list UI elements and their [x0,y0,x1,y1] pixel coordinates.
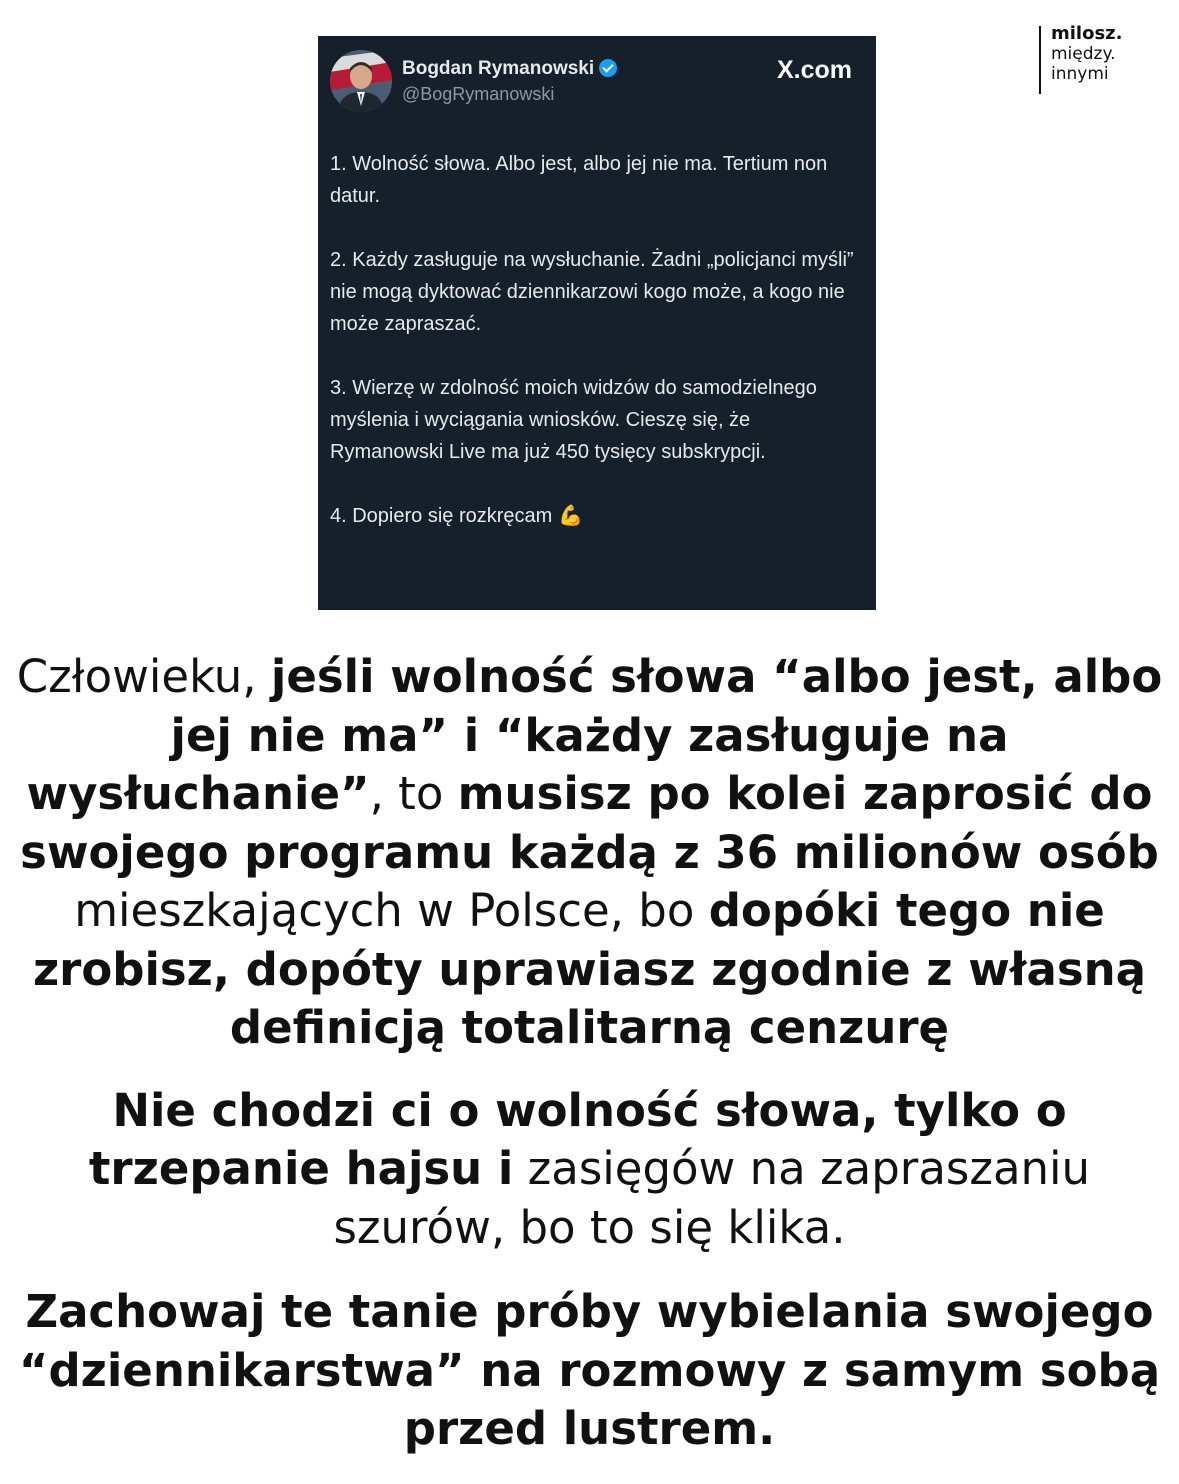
commentary-1-part-2: jeśli wolność słowa “albo jest, albo jej nie ma” i “każdy zasługuje na wysłuchanie” [26,650,1163,820]
tweet-screenshot [318,36,876,610]
flexed-biceps-icon: 💪 [558,505,584,527]
tweet-paragraph-1: 1. Wolność słowa. Albo jest, albo jej nie ma. Tertium non datur. [330,153,828,207]
avatar [330,50,392,112]
commentary-paragraph-2 [30,1082,1150,1258]
brand-line-1: milosz. [1051,23,1123,44]
brand-logo [1051,24,1123,84]
author-name-text[interactable]: Bogdan Rymanowski [402,58,595,79]
commentary-2-part-1: Nie chodzi ci o wolność słowa, tylko o trzepanie hajsu i [88,1083,1067,1195]
commentary-1-part-1: Człowieku, [16,650,271,703]
tweet-text [330,148,860,532]
commentary-paragraph-3 [5,1283,1175,1459]
author-handle[interactable]: @BogRymanowski [402,84,555,104]
site-label: X.com [776,56,852,84]
brand-divider [1039,26,1041,94]
commentary-3-part-1: Zachowaj te tanie próby wybielania swojego “dziennikarstwa” na rozmowy z samym sobą przed lustrem. [18,1285,1161,1455]
tweet-paragraph-3: 3. Wierzę w zdolność moich widzów do samodzielnego myślenia i wyciągania wniosków. Cieszę się, że Rymanowski Live ma już 450 tysięcy subskrypcji. [330,377,817,463]
commentary-2-part-2: zasięgów na zapraszaniu szurów, bo to się klika. [333,1142,1091,1254]
profile-photo-icon [330,50,392,112]
verified-badge-icon [599,59,617,77]
author-name[interactable] [402,58,617,80]
brand-line-2: między. [1051,44,1116,64]
commentary-1-part-4: musisz po kolei zaprosić do swojego programu każdą z 36 milionów osób [20,767,1159,879]
tweet-paragraph-4-text: 4. Dopiero się rozkręcam [330,505,553,527]
tweet-paragraph-2: 2. Każdy zasługuje na wysłuchanie. Żadni „policjanci myśli” nie mogą dyktować dziennikarzowi kogo może, a kogo nie może zapraszać. [330,249,854,335]
commentary-1-part-6: dopóki tego nie zrobisz, dopóty uprawiasz zgodnie z własną definicją totalitarną cenzurę [32,884,1147,1054]
commentary-1-part-3: , to [369,767,458,820]
commentary-1-part-5: mieszkających w Polsce, bo [74,884,709,937]
commentary-paragraph-1 [2,648,1177,1058]
brand-line-3: innymi [1051,64,1109,84]
commentary [0,648,1179,1459]
tweet-paragraph-4 [330,500,860,532]
